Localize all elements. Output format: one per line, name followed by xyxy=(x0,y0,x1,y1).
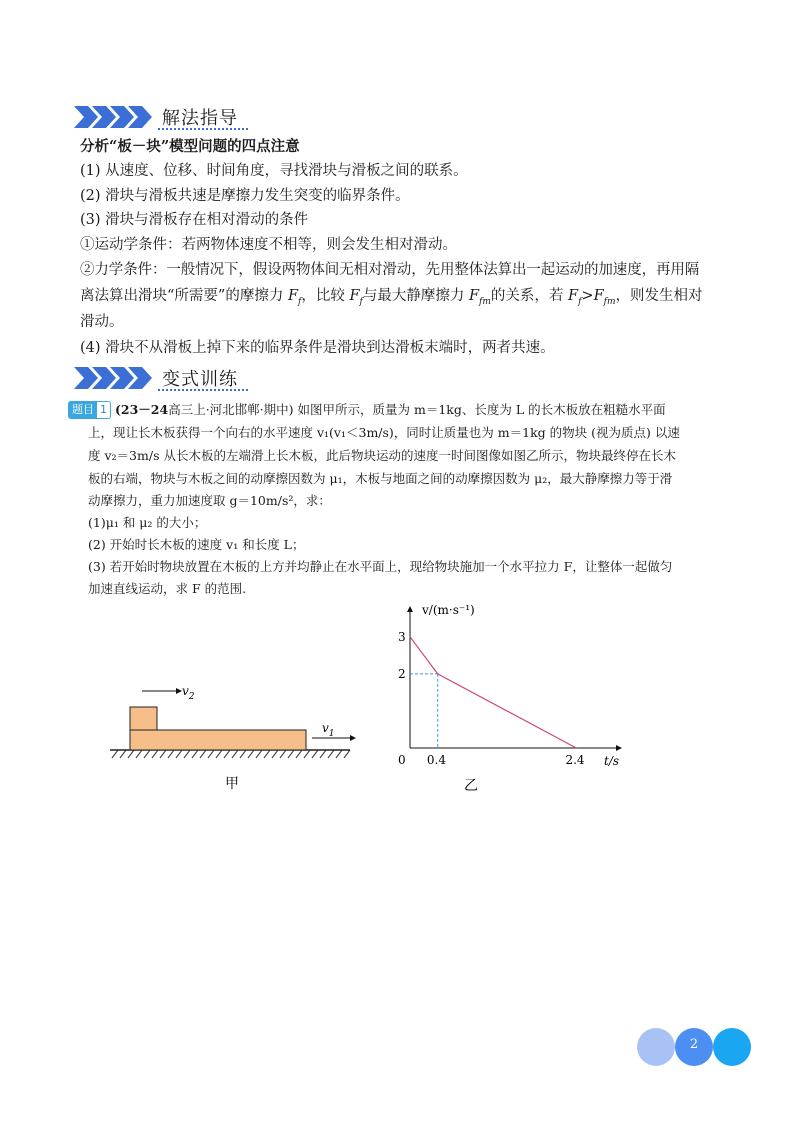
ground-hatching xyxy=(110,750,350,758)
question-2: (2) 开始时长木板的速度 v₁ 和长度 L； xyxy=(88,537,305,552)
hatch-mark xyxy=(120,750,126,758)
section-banner-practice xyxy=(74,365,274,391)
section-banner-guide xyxy=(74,104,274,130)
hatch-mark xyxy=(128,750,134,758)
guide-item-5-line2: 离法算出滑块“所需要”的摩擦力 $F_f$，比较 $F_f$与最大静摩擦力 $F_{fm}$的关系，若 $F_f>F_{fm}$，则发生相对 xyxy=(80,288,703,307)
guide-item-4: ①运动学条件：若两物体速度不相等，则会发生相对滑动。 xyxy=(80,237,457,253)
y-tick-label: 2 xyxy=(398,666,406,681)
block xyxy=(130,707,157,730)
formula-Ffm: $F_{fm}$ xyxy=(468,288,491,307)
hatch-mark xyxy=(216,750,222,758)
x-tick-label: 0.4 xyxy=(426,753,447,767)
guide-item-5-text-a: 离法算出滑块“所需要”的摩擦力 xyxy=(80,288,284,304)
hatch-mark xyxy=(192,750,198,758)
hatch-mark xyxy=(232,750,238,758)
hatch-mark xyxy=(136,750,142,758)
question-3-line2: 加速直线运动，求 F 的范围. xyxy=(88,581,247,596)
guide-item-5-text-b: ，比较 xyxy=(301,288,345,304)
section-title-practice: 变式训练 xyxy=(162,369,238,390)
hatch-mark xyxy=(160,750,166,758)
hatch-mark xyxy=(280,750,286,758)
figure-a xyxy=(100,680,370,800)
guide-item-6: (4) 滑块不从滑板上掉下来的临界条件是滑块到达滑板末端时，两者共速。 xyxy=(80,340,555,356)
hatch-mark xyxy=(200,750,206,758)
hatch-mark xyxy=(208,750,214,758)
chevrons-icon xyxy=(74,106,158,128)
problem-line-4: 板的右端，物块与木板之间的动摩擦因数为 μ₁，木板与地面之间的动摩擦因数为 μ₂，最大静摩擦力等于滑 xyxy=(88,471,673,486)
problem-source: 高三上·河北邯郸·期中) xyxy=(168,402,294,417)
hatch-mark xyxy=(144,750,150,758)
problem-text-1: 如图甲所示，质量为 m＝1kg、长度为 L 的长木板放在粗糙水平面 xyxy=(297,402,666,417)
caption-a: 甲 xyxy=(225,776,239,792)
guide-item-3: (3) 滑块与滑板存在相对滑动的条件 xyxy=(80,212,309,228)
hatch-mark xyxy=(288,750,294,758)
hatch-mark xyxy=(296,750,302,758)
guide-item-5-text-e: ，则发生相对 xyxy=(615,288,703,304)
problem-badge xyxy=(68,401,111,419)
hatch-mark xyxy=(272,750,278,758)
guide-item-2: (2) 滑块与滑板共速是摩擦力发生突变的临界条件。 xyxy=(80,188,410,204)
hatch-mark xyxy=(256,750,262,758)
long-board xyxy=(130,730,306,750)
hatch-mark xyxy=(336,750,342,758)
hatch-mark xyxy=(168,750,174,758)
guide-item-5-line1: ②力学条件：一般情况下，假设两物体间无相对滑动，先用整体法算出一起运动的加速度，再用隔 xyxy=(80,262,700,278)
page-dot-right xyxy=(713,1028,751,1066)
problem-line-3: 度 v₂＝3m/s 从长木板的左端滑上长木板，此后物块运动的速度一时间图像如图乙所示，物块最终停在长木 xyxy=(88,448,676,463)
formula-Ff: $F_f$ xyxy=(287,288,302,307)
guide-heading: 分析“板－块”模型问题的四点注意 xyxy=(80,138,300,155)
y-axis-arrow xyxy=(407,606,413,612)
problem-line-2: 上，现让长木板获得一个向右的水平速度 v₁(v₁＜3m/s)，同时让质量也为 m＝1kg 的物块 (视为质点) 以速 xyxy=(88,425,680,440)
x-tick-label: 2.4 xyxy=(565,753,585,767)
guide-item-5-text-c: 与最大静摩擦力 xyxy=(362,288,465,304)
series-line xyxy=(410,637,576,748)
x-axis-label: t/s xyxy=(604,754,620,768)
hatch-mark xyxy=(312,750,318,758)
page-number: 2 xyxy=(689,1037,699,1052)
hatch-mark xyxy=(328,750,334,758)
problem-line-5: 动摩擦力，重力加速度取 g＝10m/s²，求： xyxy=(88,493,331,508)
guide-item-5-line3: 滑动。 xyxy=(80,314,124,330)
hatch-mark xyxy=(248,750,254,758)
y-axis-label: v/(m·s⁻¹) xyxy=(422,603,475,617)
question-1: (1)μ₁ 和 μ₂ 的大小； xyxy=(88,515,207,530)
hatch-mark xyxy=(304,750,310,758)
problem-line-1 xyxy=(68,399,738,421)
hatch-mark xyxy=(240,750,246,758)
problem-source-year: (23－24 xyxy=(114,402,169,417)
hatch-mark xyxy=(224,750,230,758)
section-title-guide: 解法指导 xyxy=(162,108,238,129)
hatch-mark xyxy=(320,750,326,758)
velocity-time-chart xyxy=(390,600,640,800)
y-tick-label: 3 xyxy=(398,629,406,644)
badge-label: 题目 xyxy=(69,402,97,418)
question-3-line1: (3) 若开始时物块放置在木板的上方并均静止在水平面上，现给物块施加一个水平拉力 F，让整体一起做匀 xyxy=(88,559,673,574)
arrow-v2 xyxy=(142,688,182,694)
badge-number: 1 xyxy=(100,403,107,416)
hatch-mark xyxy=(184,750,190,758)
hatch-mark xyxy=(344,750,350,758)
hatch-mark xyxy=(152,750,158,758)
formula-Ff: $F_f$ xyxy=(349,288,363,307)
banner-underline xyxy=(158,389,248,391)
caption-b: 乙 xyxy=(464,778,478,794)
x-tick-label: 0 xyxy=(398,753,406,767)
label-v2: $v_2$ xyxy=(182,684,195,702)
banner-underline xyxy=(158,128,248,130)
chevrons-icon xyxy=(74,367,158,389)
page-dot-left xyxy=(637,1028,675,1066)
x-axis-arrow xyxy=(616,745,622,751)
formula-inequality: $F_f$ xyxy=(568,288,582,307)
hatch-mark xyxy=(264,750,270,758)
hatch-mark xyxy=(176,750,182,758)
hatch-mark xyxy=(112,750,118,758)
guide-item-1: (1) 从速度、位移、时间角度，寻找滑块与滑板之间的联系。 xyxy=(80,163,468,179)
guide-item-5-text-d: 的关系，若 xyxy=(490,288,564,304)
label-v1: $v_1$ xyxy=(322,721,335,739)
